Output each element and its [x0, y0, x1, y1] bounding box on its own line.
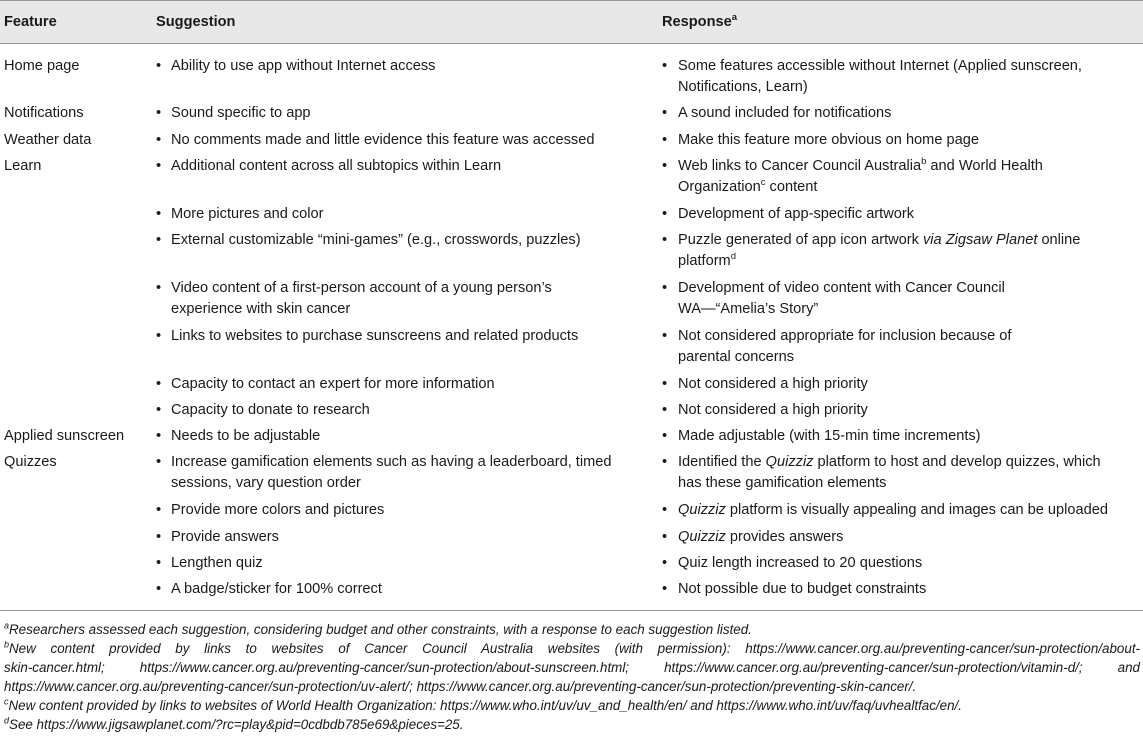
- suggestion-bullet: •: [156, 132, 162, 148]
- suggestion-bullet: •: [156, 58, 162, 74]
- suggestion-bullet: •: [156, 280, 162, 296]
- response-text: Not considered a high priority: [678, 402, 868, 418]
- suggestion-bullet: •: [156, 232, 162, 248]
- suggestion-text: Ability to use app without Internet access: [171, 58, 436, 74]
- suggestion-bullet: •: [156, 428, 162, 444]
- suggestion-text: Links to websites to purchase sunscreens and related products: [171, 328, 579, 344]
- response-text: Identified the Quizziz platform to host and develop quizzes, which: [678, 454, 1101, 470]
- suggestion-text: Additional content across all subtopics within Learn: [171, 158, 502, 174]
- footnote-d: $^d$See https://www.jigsawplanet.com/?rc=play&pid=0cdbdb785e69&pieces=25.: [4, 715, 464, 732]
- suggestion-text: Increase gamification elements such as having a leaderboard, timed: [171, 454, 612, 470]
- suggestion-bullet: •: [156, 502, 162, 518]
- response-text: has these gamification elements: [678, 475, 887, 491]
- response-bullet: •: [662, 402, 668, 418]
- response-bullet: •: [662, 555, 668, 571]
- feature-cell: Applied sunscreen: [4, 428, 125, 444]
- table-header-rule: [0, 43, 1143, 44]
- suggestion-bullet: •: [156, 529, 162, 545]
- response-bullet: •: [662, 158, 668, 174]
- suggestion-bullet: •: [156, 328, 162, 344]
- feature-cell: Quizzes: [4, 454, 57, 470]
- suggestion-bullet: •: [156, 158, 162, 174]
- footnote-c: $^c$New content provided by links to websites of World Health Organization: https://www.who.int/uv/uv_and_health/en/ and https://www.who.int/uv/faq/uvhealtfac/en/.: [4, 696, 962, 713]
- response-bullet: •: [662, 428, 668, 444]
- response-text: parental concerns: [678, 349, 795, 365]
- suggestion-text: External customizable “mini-games” (e.g., crosswords, puzzles): [171, 232, 581, 248]
- response-bullet: •: [662, 206, 668, 222]
- footnote-b: $^b$New content provided by links to websites of Cancer Council Australia websites (with permission): https://www.cancer.org.au/preventing-cancer/sun-protection/about- skin-cancer.html; https://www.cancer.org.au/preventing-cancer/sun-protection/about-sunscreen.html; https://www.cancer.org.au/preventing-cancer/sun-protection/vitamin-d/; and https://www.cancer.org.au/preventing-cancer/sun-protection/uv-alert/; https://www.cancer.org.au/preventing-cancer/sun-protection/preventing-skin-cancer/.: [4, 639, 1140, 694]
- response-text: Development of video content with Cancer Council: [678, 280, 1005, 296]
- suggestion-text: Sound specific to app: [171, 105, 311, 121]
- suggestion-bullet: •: [156, 206, 162, 222]
- suggestion-text: Lengthen quiz: [171, 555, 263, 571]
- table-top-rule: [0, 0, 1143, 1]
- suggestion-bullet: •: [156, 581, 162, 597]
- suggestion-bullet: •: [156, 402, 162, 418]
- column-header-suggestion: Suggestion: [156, 14, 236, 30]
- response-bullet: •: [662, 105, 668, 121]
- response-text: Puzzle generated of app icon artwork via Zigsaw Planet online: [678, 232, 1081, 248]
- response-bullet: •: [662, 328, 668, 344]
- response-text: Quiz length increased to 20 questions: [678, 555, 923, 571]
- column-header-feature: Feature: [4, 14, 57, 30]
- response-text: Some features accessible without Internet (Applied sunscreen,: [678, 58, 1082, 74]
- suggestion-text: Capacity to donate to research: [171, 402, 370, 418]
- response-bullet: •: [662, 232, 668, 248]
- response-text: A sound included for notifications: [678, 105, 892, 121]
- response-text: platform$^d$: [678, 251, 737, 269]
- response-bullet: •: [662, 280, 668, 296]
- suggestion-text: experience with skin cancer: [171, 301, 351, 317]
- response-text: Not considered appropriate for inclusion because of: [678, 328, 1012, 344]
- suggestion-text: sessions, vary question order: [171, 475, 361, 491]
- suggestion-text: A badge/sticker for 100% correct: [171, 581, 382, 597]
- response-bullet: •: [662, 132, 668, 148]
- response-bullet: •: [662, 454, 668, 470]
- response-bullet: •: [662, 529, 668, 545]
- response-text: Made adjustable (with 15-min time increments): [678, 428, 981, 444]
- suggestion-text: No comments made and little evidence this feature was accessed: [171, 132, 595, 148]
- response-bullet: •: [662, 502, 668, 518]
- response-text: Make this feature more obvious on home page: [678, 132, 979, 148]
- response-text: Not considered a high priority: [678, 376, 868, 392]
- response-text: WA—“Amelia’s Story”: [678, 301, 819, 317]
- suggestion-text: Capacity to contact an expert for more information: [171, 376, 495, 392]
- table-bottom-rule: [0, 610, 1143, 611]
- response-text: Quizziz provides answers: [678, 529, 844, 545]
- suggestion-text: Needs to be adjustable: [171, 428, 321, 444]
- response-bullet: •: [662, 58, 668, 74]
- response-bullet: •: [662, 581, 668, 597]
- suggestion-bullet: •: [156, 376, 162, 392]
- footnote-a: $^a$Researchers assessed each suggestion, considering budget and other constraints, with a response to each suggestion listed.: [4, 620, 752, 637]
- suggestion-text: Provide answers: [171, 529, 279, 545]
- response-text: Not possible due to budget constraints: [678, 581, 927, 597]
- table-footnotes: [4, 620, 1140, 734]
- response-text: Quizziz platform is visually appealing and images can be uploaded: [678, 502, 1108, 518]
- suggestion-bullet: •: [156, 555, 162, 571]
- response-text: Development of app-specific artwork: [678, 206, 915, 222]
- response-text: Web links to Cancer Council Australia$^b$ and World Health: [678, 156, 1043, 174]
- suggestion-bullet: •: [156, 454, 162, 470]
- feature-cell: Notifications: [4, 105, 84, 121]
- suggestion-text: Video content of a first-person account of a young person’s: [171, 280, 552, 296]
- response-bullet: •: [662, 376, 668, 392]
- feature-cell: Home page: [4, 58, 80, 74]
- suggestion-bullet: •: [156, 105, 162, 121]
- response-text: Notifications, Learn): [678, 79, 808, 95]
- column-header-response: Response$^a$: [662, 12, 738, 30]
- feature-cell: Weather data: [4, 132, 92, 148]
- suggestion-text: Provide more colors and pictures: [171, 502, 385, 518]
- response-text: Organization$^c$ content: [678, 177, 818, 195]
- feature-cell: Learn: [4, 158, 42, 174]
- suggestion-text: More pictures and color: [171, 206, 324, 222]
